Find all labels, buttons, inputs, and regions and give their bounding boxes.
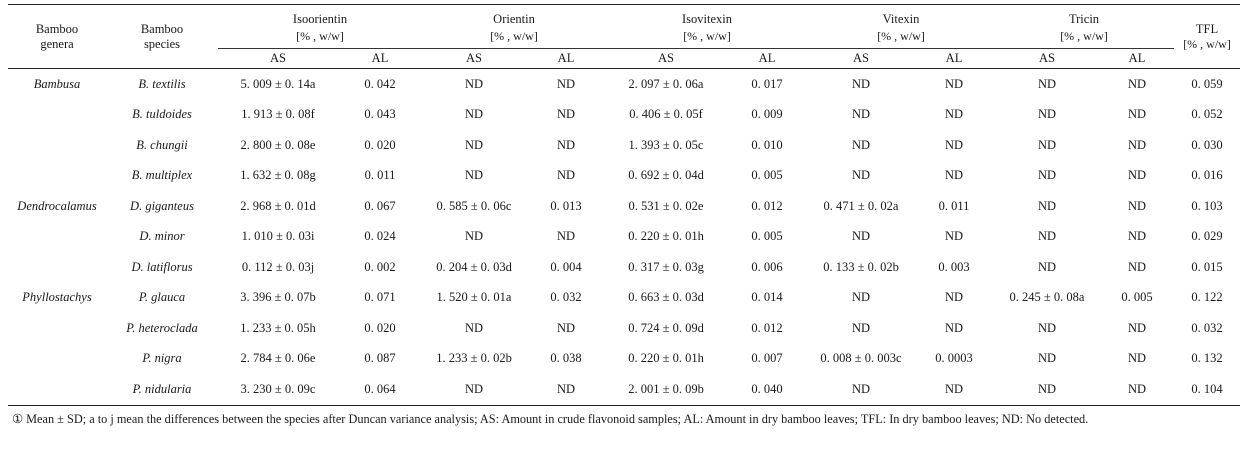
table-row [8, 191, 1240, 222]
value-cell: ND [851, 381, 871, 396]
value-cell: 0. 724 ± 0. 09d [628, 320, 704, 335]
value-cell: 0. 012 [751, 198, 783, 213]
table-row [8, 222, 1240, 253]
value-cell: ND [464, 320, 484, 335]
genus-cell: Phyllostachys [22, 290, 92, 305]
value-cell: ND [1127, 320, 1147, 335]
tfl-cell: 0. 016 [1191, 168, 1223, 183]
species-cell: D. latiflorus [131, 259, 193, 274]
value-cell: ND [1037, 198, 1057, 213]
compound-unit: [% , w/w] [1060, 28, 1108, 43]
compound-name: Orientin [493, 11, 535, 26]
value-cell: ND [556, 168, 576, 183]
value-cell: ND [1127, 137, 1147, 152]
value-cell: 0. 064 [364, 381, 396, 396]
value-cell: 0. 406 ± 0. 05f [629, 107, 703, 122]
value-cell: ND [556, 137, 576, 152]
value-cell: ND [556, 320, 576, 335]
value-cell: 0. 020 [364, 137, 396, 152]
subheader-as: AS [994, 49, 1100, 69]
table-row [8, 344, 1240, 375]
value-cell: 1. 233 ± 0. 02b [436, 351, 512, 366]
value-cell: 0. 017 [751, 76, 783, 91]
tfl-cell: 0. 029 [1191, 229, 1223, 244]
value-cell: ND [851, 137, 871, 152]
value-cell: 0. 013 [550, 198, 582, 213]
genus-cell: Dendrocalamus [17, 198, 97, 213]
value-cell: 0. 133 ± 0. 02b [823, 259, 899, 274]
genus-cell: Bambusa [33, 76, 81, 91]
table-footnote: ① Mean ± SD; a to j mean the differences between the species after Duncan variance analysis; AS: Amount in crude flavonoid samples; AL: Amount in dry bamboo leaves; TFL: In dry bamboo leaves; ND: No detected. [12, 412, 1089, 426]
value-cell: 0. 220 ± 0. 01h [628, 351, 704, 366]
value-cell: 0. 112 ± 0. 03j [241, 259, 315, 274]
subheader-as: AS [422, 49, 526, 69]
table-row [8, 313, 1240, 344]
value-cell: 0. 003 [938, 259, 970, 274]
header-row-1 [8, 5, 1240, 49]
genus-cell [8, 374, 106, 405]
value-cell: 0. 020 [364, 320, 396, 335]
value-cell: ND [464, 381, 484, 396]
value-cell: ND [1127, 168, 1147, 183]
value-cell: ND [1127, 107, 1147, 122]
value-cell: ND [1037, 137, 1057, 152]
value-cell: 1. 632 ± 0. 08g [240, 168, 316, 183]
table-row [8, 161, 1240, 192]
value-cell: ND [944, 168, 964, 183]
value-cell: 0. 038 [550, 351, 582, 366]
value-cell: ND [556, 76, 576, 91]
value-cell: 0. 204 ± 0. 03d [436, 259, 512, 274]
species-cell: P. glauca [138, 290, 186, 305]
tfl-cell: 0. 103 [1191, 198, 1223, 213]
value-cell: ND [944, 381, 964, 396]
header-genera-line2: genera [40, 36, 74, 51]
subheader-as: AS [606, 49, 726, 69]
table-row [8, 283, 1240, 314]
value-cell: ND [464, 229, 484, 244]
value-cell: ND [1037, 351, 1057, 366]
header-compound-isovitexin [606, 5, 808, 49]
compound-name: Isovitexin [682, 11, 733, 26]
value-cell: ND [1127, 381, 1147, 396]
value-cell: 0. 087 [364, 351, 396, 366]
species-cell: P. heteroclada [126, 320, 198, 335]
value-cell: 0. 011 [938, 198, 970, 213]
tfl-cell: 0. 104 [1191, 381, 1223, 396]
value-cell: 1. 233 ± 0. 05h [240, 320, 316, 335]
value-cell: 0. 245 ± 0. 08a [1009, 290, 1085, 305]
value-cell: 1. 913 ± 0. 08f [241, 107, 315, 122]
tfl-cell: 0. 052 [1191, 107, 1223, 122]
genus-cell [8, 252, 106, 283]
genus-cell [8, 313, 106, 344]
header-species [106, 5, 218, 69]
value-cell: ND [944, 137, 964, 152]
value-cell: ND [851, 107, 871, 122]
header-tfl [1174, 5, 1240, 69]
subheader-al: AL [338, 49, 422, 69]
species-cell: P. nigra [142, 351, 182, 366]
value-cell: 0. 009 [751, 107, 783, 122]
value-cell: 5. 009 ± 0. 14a [240, 76, 316, 91]
value-cell: 2. 097 ± 0. 06a [628, 76, 704, 91]
value-cell: 0. 006 [751, 259, 783, 274]
value-cell: 2. 001 ± 0. 09b [628, 381, 704, 396]
header-tfl-label: TFL [1195, 21, 1219, 36]
value-cell: 0. 011 [364, 168, 396, 183]
genus-cell [8, 161, 106, 192]
value-cell: ND [851, 290, 871, 305]
species-cell: B. tuldoides [132, 107, 192, 122]
value-cell: 0. 043 [364, 107, 396, 122]
value-cell: ND [1127, 259, 1147, 274]
value-cell: ND [1127, 351, 1147, 366]
value-cell: ND [464, 168, 484, 183]
header-species-line1: Bamboo [140, 21, 184, 36]
value-cell: 0. 010 [751, 137, 783, 152]
value-cell: 0. 0003 [935, 351, 973, 366]
subheader-as: AS [808, 49, 914, 69]
value-cell: 0. 005 [1121, 290, 1153, 305]
value-cell: 0. 008 ± 0. 003c [820, 351, 902, 366]
tfl-cell: 0. 030 [1191, 137, 1223, 152]
tfl-cell: 0. 015 [1191, 259, 1223, 274]
value-cell: 0. 024 [364, 229, 396, 244]
table-row [8, 252, 1240, 283]
value-cell: ND [464, 107, 484, 122]
value-cell: 0. 692 ± 0. 04d [628, 168, 704, 183]
table-row [8, 130, 1240, 161]
value-cell: ND [556, 229, 576, 244]
value-cell: ND [851, 76, 871, 91]
genus-cell [8, 344, 106, 375]
value-cell: 0. 531 ± 0. 02e [628, 198, 704, 213]
value-cell: ND [556, 381, 576, 396]
header-compound-tricin [994, 5, 1174, 49]
genus-cell [8, 130, 106, 161]
table-body [8, 69, 1240, 406]
species-cell: P. nidularia [132, 381, 192, 396]
value-cell: 0. 071 [364, 290, 396, 305]
value-cell: 0. 040 [751, 381, 783, 396]
subheader-al: AL [526, 49, 606, 69]
value-cell: ND [944, 320, 964, 335]
value-cell: ND [464, 137, 484, 152]
compound-unit: [% , w/w] [683, 28, 731, 43]
value-cell: 0. 585 ± 0. 06c [436, 198, 512, 213]
value-cell: 0. 042 [364, 76, 396, 91]
species-cell: B. chungii [136, 137, 188, 152]
header-compound-isoorientin [218, 5, 422, 49]
value-cell: ND [1037, 168, 1057, 183]
value-cell: ND [944, 107, 964, 122]
species-cell: B. textilis [138, 76, 186, 91]
value-cell: 1. 010 ± 0. 03i [241, 229, 315, 244]
genus-cell [8, 222, 106, 253]
species-cell: B. multiplex [131, 168, 193, 183]
value-cell: ND [1127, 76, 1147, 91]
value-cell: 0. 317 ± 0. 03g [628, 259, 704, 274]
value-cell: 0. 007 [751, 351, 783, 366]
genus-cell [8, 100, 106, 131]
value-cell: 0. 471 ± 0. 02a [823, 198, 899, 213]
value-cell: ND [1037, 107, 1057, 122]
compound-unit: [% , w/w] [296, 28, 344, 43]
value-cell: 0. 012 [751, 320, 783, 335]
value-cell: 0. 014 [751, 290, 783, 305]
value-cell: ND [1037, 381, 1057, 396]
value-cell: ND [1127, 198, 1147, 213]
value-cell: 1. 520 ± 0. 01a [436, 290, 512, 305]
compound-name: Vitexin [882, 11, 920, 26]
value-cell: ND [556, 107, 576, 122]
header-tfl-unit: [% , w/w] [1183, 36, 1231, 51]
value-cell: ND [1037, 229, 1057, 244]
tfl-cell: 0. 122 [1191, 290, 1223, 305]
subheader-as: AS [218, 49, 338, 69]
tfl-cell: 0. 132 [1191, 351, 1223, 366]
value-cell: ND [851, 229, 871, 244]
subheader-al: AL [726, 49, 808, 69]
subheader-al: AL [914, 49, 994, 69]
value-cell: ND [851, 168, 871, 183]
value-cell: 0. 005 [751, 168, 783, 183]
table-row [8, 69, 1240, 100]
table-row [8, 374, 1240, 405]
species-cell: D. minor [139, 229, 185, 244]
value-cell: 0. 032 [550, 290, 582, 305]
value-cell: ND [1127, 229, 1147, 244]
value-cell: 2. 784 ± 0. 06e [240, 351, 316, 366]
value-cell: 0. 067 [364, 198, 396, 213]
value-cell: ND [464, 76, 484, 91]
flavonoid-table [8, 4, 1240, 406]
value-cell: 0. 004 [550, 259, 582, 274]
table-row [8, 100, 1240, 131]
value-cell: ND [851, 320, 871, 335]
header-species-line2: species [143, 36, 181, 51]
compound-unit: [% , w/w] [490, 28, 538, 43]
compound-name: Tricin [1068, 11, 1100, 26]
value-cell: ND [944, 290, 964, 305]
value-cell: ND [944, 229, 964, 244]
header-compound-vitexin [808, 5, 994, 49]
value-cell: 0. 663 ± 0. 03d [628, 290, 704, 305]
value-cell: 0. 005 [751, 229, 783, 244]
value-cell: ND [944, 76, 964, 91]
header-genera-line1: Bamboo [35, 21, 79, 36]
value-cell: 3. 396 ± 0. 07b [240, 290, 316, 305]
tfl-cell: 0. 032 [1191, 320, 1223, 335]
value-cell: ND [1037, 76, 1057, 91]
header-compound-orientin [422, 5, 606, 49]
value-cell: 2. 968 ± 0. 01d [240, 198, 316, 213]
compound-name: Isoorientin [292, 11, 348, 26]
subheader-al: AL [1100, 49, 1174, 69]
compound-unit: [% , w/w] [877, 28, 925, 43]
value-cell: ND [1037, 320, 1057, 335]
value-cell: ND [1037, 259, 1057, 274]
value-cell: 0. 220 ± 0. 01h [628, 229, 704, 244]
header-genera [8, 5, 106, 69]
tfl-cell: 0. 059 [1191, 76, 1223, 91]
value-cell: 0. 002 [364, 259, 396, 274]
value-cell: 1. 393 ± 0. 05c [628, 137, 704, 152]
value-cell: 2. 800 ± 0. 08e [240, 137, 316, 152]
species-cell: D. giganteus [130, 198, 194, 213]
value-cell: 3. 230 ± 0. 09c [240, 381, 316, 396]
